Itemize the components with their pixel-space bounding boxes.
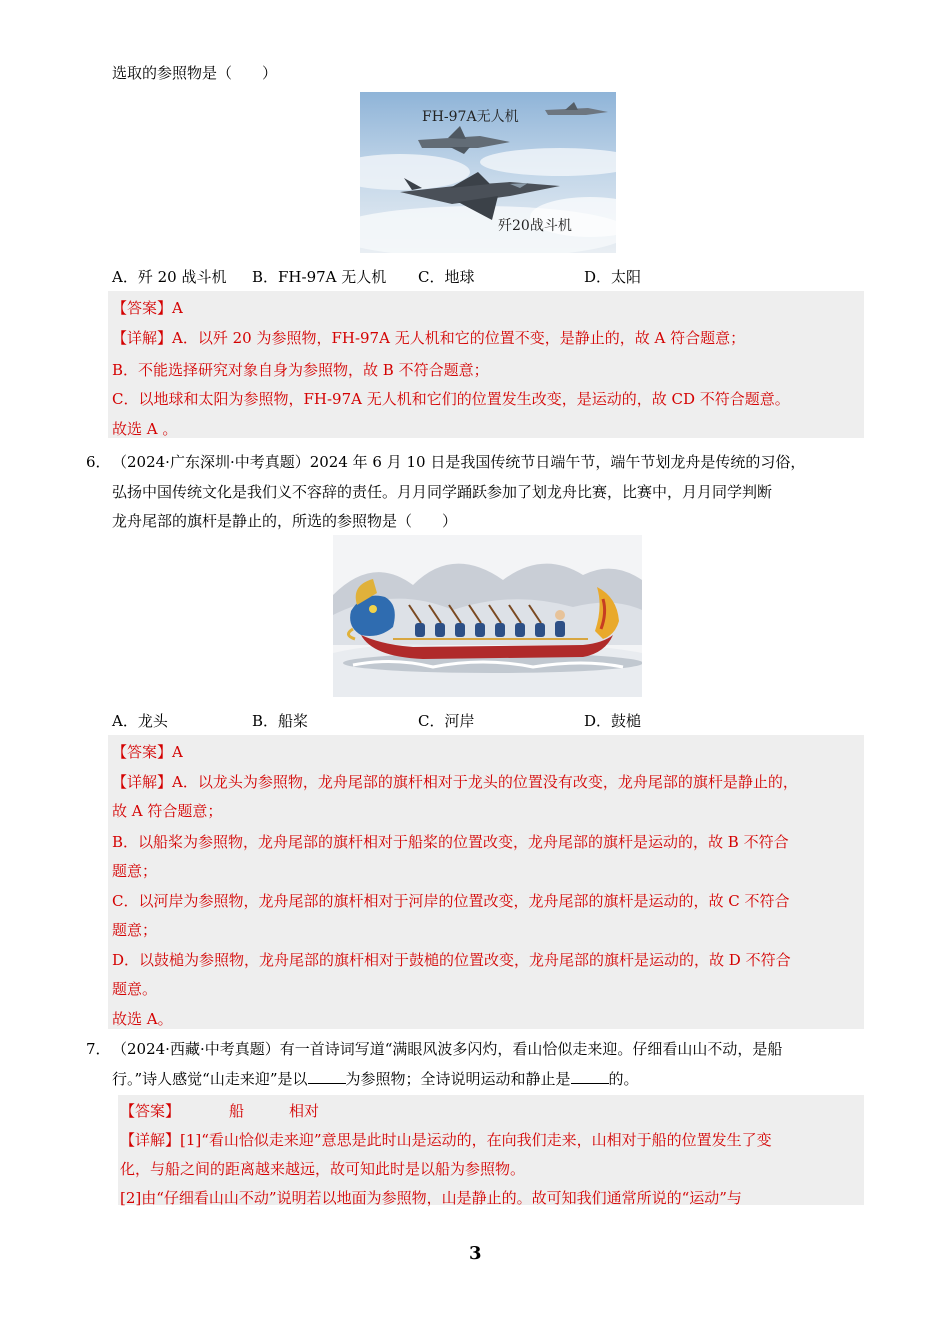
q7-stem-line [112, 1068, 639, 1089]
q6-stem-line: 弘扬中国传统文化是我们义不容辞的责任。月月同学踊跃参加了划龙舟比赛，比赛中，月月同学判断 [112, 483, 773, 501]
q6-number: 6． [86, 453, 111, 471]
q6-detail-line: B．以船桨为参照物，龙舟尾部的旗杆相对于船桨的位置改变，龙舟尾部的旗杆是运动的，故 B 不符合 [112, 833, 789, 851]
q6-detail-line: 故 A 符合题意； [112, 802, 223, 820]
q6-detail-line: 故选 A。 [112, 1010, 173, 1028]
q6-answer: 【答案】A [112, 743, 183, 761]
page-number: 3 [469, 1243, 482, 1264]
q6-detail-line: 题意； [112, 921, 158, 939]
q7-answer-1: 船 [229, 1102, 245, 1120]
q6-detail-line: 【详解】A．以龙头为参照物，龙舟尾部的旗杆相对于龙头的位置没有改变，龙舟尾部的旗杆是静止的， [112, 773, 798, 791]
q5-detail-line: 【详解】A．以歼 20 为参照物，FH-97A 无人机和它的位置不变，是静止的，故 A 符合题意； [112, 329, 746, 347]
blank-1 [308, 1069, 346, 1084]
q6-stem-line: （2024·广东深圳·中考真题）2024 年 6 月 10 日是我国传统节日端午节，端午节划龙舟是传统的习俗， [112, 453, 806, 471]
fighter-label: 歼20战斗机 [498, 218, 572, 234]
blank-2 [571, 1069, 609, 1084]
q5-answer: 【答案】A [112, 299, 183, 317]
q5-detail-line: B．不能选择研究对象自身为参照物，故 B 不符合题意； [112, 361, 489, 379]
q7-stem-part: 的。 [608, 1070, 639, 1088]
q5-stem-tail: 选取的参照物是（ ） [112, 64, 278, 82]
q5-figure-jets [360, 92, 616, 253]
q7-number: 7． [86, 1040, 111, 1058]
q7-stem-part: 为参照物；全诗说明运动和静止是 [345, 1070, 571, 1088]
q7-answer-2: 相对 [289, 1102, 320, 1120]
q7-stem-part: 行。”诗人感觉“山走来迎”是以 [112, 1070, 308, 1088]
q6-stem-line: 龙舟尾部的旗杆是静止的，所选的参照物是（ ） [112, 512, 458, 530]
q5-option-c: C．地球 [418, 268, 475, 286]
q5-detail-line: C．以地球和太阳为参照物，FH-97A 无人机和它们的位置发生改变，是运动的，故 CD 不符合题意。 [112, 390, 790, 408]
drone-label: FH-97A无人机 [422, 109, 519, 125]
q6-detail-line: D．以鼓槌为参照物，龙舟尾部的旗杆相对于鼓槌的位置改变，龙舟尾部的旗杆是运动的，故 D 不符合 [112, 951, 791, 969]
q6-figure-dragon-boat [333, 535, 642, 697]
q6-option-b: B．船桨 [252, 712, 309, 730]
q7-stem-line: （2024·西藏·中考真题）有一首诗词写道“满眼风波多闪灼，看山恰似走来迎。仔细看山山不动，是船 [112, 1040, 783, 1058]
q5-option-d: D．太阳 [584, 268, 642, 286]
q6-detail-line: C．以河岸为参照物，龙舟尾部的旗杆相对于河岸的位置改变，龙舟尾部的旗杆是运动的，故 C 不符合 [112, 892, 790, 910]
q7-detail-line: 【详解】[1]“看山恰似走来迎”意思是此时山是运动的，在向我们走来，山相对于船的位置发生了变 [120, 1131, 772, 1149]
q7-detail-line: 化，与船之间的距离越来越远，故可知此时是以船为参照物。 [120, 1160, 526, 1178]
q5-detail-line: 故选 A 。 [112, 420, 178, 438]
q7-answer-label: 【答案】 [120, 1102, 181, 1120]
q6-detail-line: 题意； [112, 862, 158, 880]
q6-option-d: D．鼓槌 [584, 712, 642, 730]
q7-detail-line: [2]由“仔细看山山不动”说明若以地面为参照物，山是静止的。故可知我们通常所说的“运动”与 [120, 1189, 742, 1207]
q5-option-a: A．歼 20 战斗机 [112, 268, 227, 286]
q6-option-c: C．河岸 [418, 712, 475, 730]
q6-option-a: A．龙头 [112, 712, 168, 730]
q5-option-b: B．FH-97A 无人机 [252, 268, 387, 286]
q6-detail-line: 题意。 [112, 980, 158, 998]
